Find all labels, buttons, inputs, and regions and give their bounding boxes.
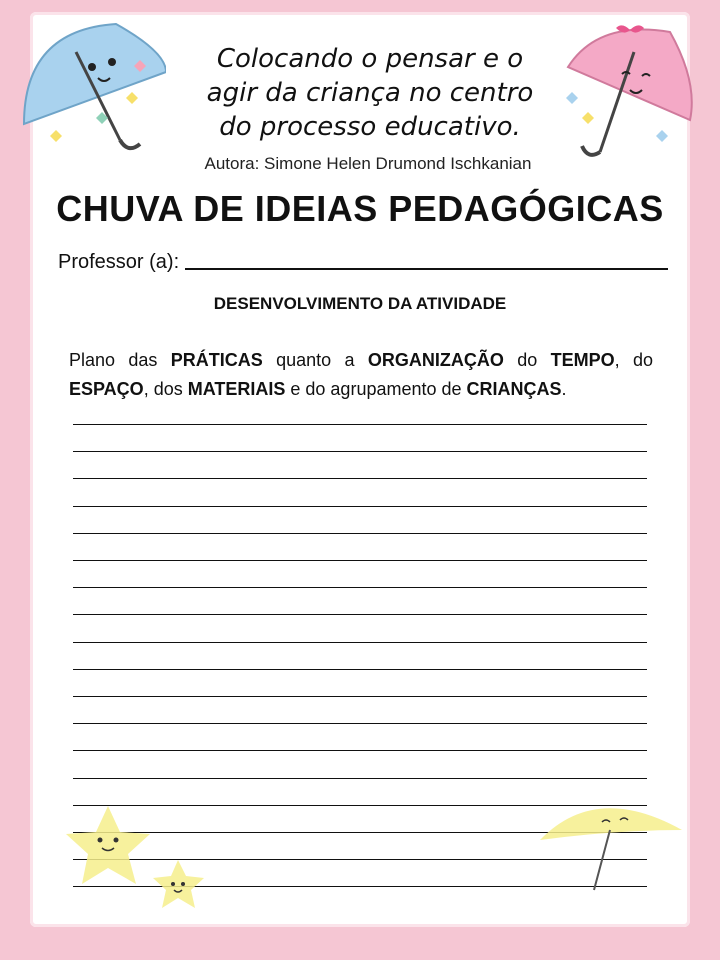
writing-line[interactable]: [73, 750, 647, 751]
writing-line[interactable]: [73, 778, 647, 779]
subtitle-line-1: Colocando o pensar e o: [216, 44, 524, 74]
plan-text-run: .: [561, 379, 567, 399]
writing-line[interactable]: [73, 669, 647, 670]
plan-text-run: MATERIAIS: [187, 379, 286, 399]
writing-line[interactable]: [73, 478, 647, 479]
teacher-field-blank[interactable]: [185, 268, 668, 270]
plan-text-run: Plano das: [69, 350, 171, 370]
worksheet-title: CHUVA DE IDEIAS PEDAGÓGICAS: [56, 188, 664, 229]
writing-line[interactable]: [73, 424, 647, 425]
writing-line[interactable]: [73, 642, 647, 643]
author-line: Autora: Simone Helen Drumond Ischkanian: [204, 154, 532, 173]
writing-line[interactable]: [73, 451, 647, 452]
writing-line[interactable]: [73, 587, 647, 588]
blue-umbrella-illustration: [16, 12, 166, 157]
writing-line[interactable]: [73, 696, 647, 697]
subtitle-line-3: do processo educativo.: [219, 112, 521, 142]
plan-text-run: CRIANÇAS: [466, 379, 562, 399]
plan-text-run: do: [503, 350, 551, 370]
plan-text-run: TEMPO: [550, 350, 615, 370]
plan-text-run: e do agrupamento de: [285, 379, 467, 399]
writing-line[interactable]: [73, 560, 647, 561]
teacher-field: [58, 244, 668, 274]
teacher-field-label: Professor (a):: [58, 251, 180, 273]
section-heading: DESENVOLVIMENTO DA ATIVIDADE: [213, 294, 507, 313]
writing-line[interactable]: [73, 614, 647, 615]
plan-text-run: ESPAÇO: [69, 379, 144, 399]
writing-line[interactable]: [73, 506, 647, 507]
plan-text-run: PRÁTICAS: [170, 350, 263, 370]
subtitle-line-2: agir da criança no centro: [206, 78, 534, 108]
plan-text-run: , dos: [143, 379, 188, 399]
subtitle: [160, 42, 580, 144]
plan-text-run: quanto a: [262, 350, 368, 370]
plan-text-run: , do: [614, 350, 653, 370]
yellow-umbrella-illustration: [536, 790, 686, 900]
stars-illustration: [60, 800, 220, 915]
writing-line[interactable]: [73, 723, 647, 724]
plan-instructions: [69, 346, 653, 404]
plan-text-run: ORGANIZAÇÃO: [367, 350, 504, 370]
writing-line[interactable]: [73, 533, 647, 534]
